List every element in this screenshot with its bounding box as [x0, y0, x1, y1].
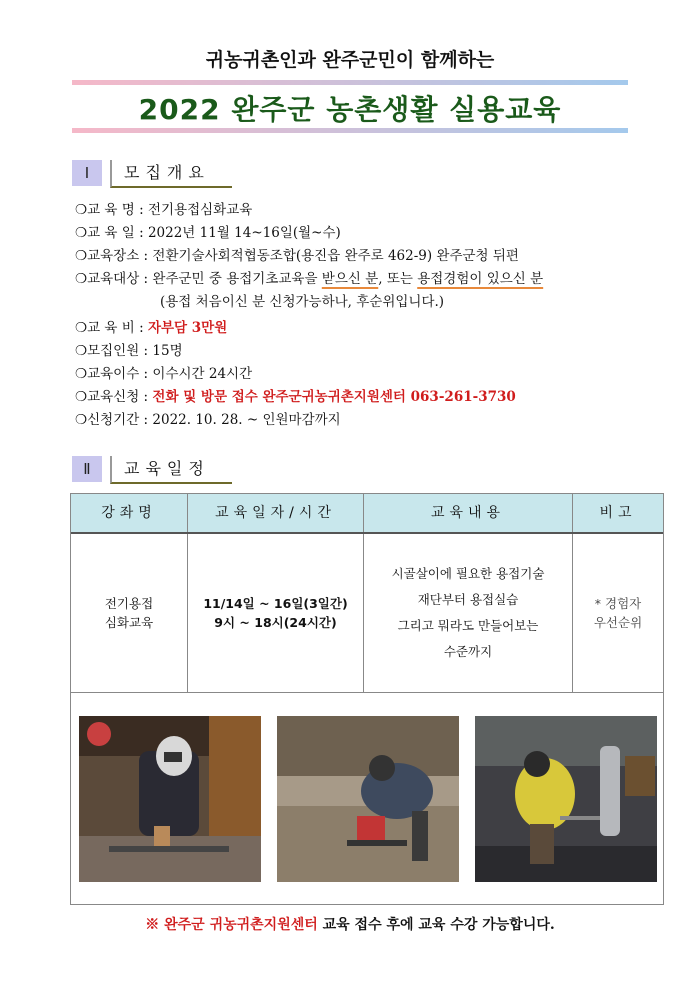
cell-course	[71, 534, 188, 692]
cell-line: 재단부터 용접실습	[417, 592, 519, 607]
info-course-date	[75, 223, 341, 243]
title-bar-top	[72, 80, 628, 85]
cell-line: 시골살이에 필요한 용접기술	[391, 566, 545, 581]
info-fee	[75, 318, 227, 338]
cell-note	[573, 534, 663, 692]
cell-line: 수준까지	[443, 644, 493, 659]
info-key: ❍교육신청 :	[75, 389, 153, 405]
welding-photo-2	[277, 716, 459, 882]
welding-photo-3	[475, 716, 657, 882]
header-note: 비고	[599, 505, 637, 521]
section2-number: Ⅱ	[72, 456, 102, 482]
footer-notice	[0, 914, 700, 934]
info-key: ❍교육장소 :	[75, 248, 153, 264]
info-value: 전화 및 방문 접수 완주군귀농귀촌지원센터 063-261-3730	[152, 389, 516, 405]
info-completion	[75, 364, 252, 384]
cell-line: 심화교육	[104, 615, 154, 630]
info-value: 전기용접심화교육	[147, 202, 253, 218]
cell-line: 11/14일 ~ 16일(3일간)	[203, 596, 348, 611]
page-subtitle: 귀농귀촌인과 완주군민이 함께하는	[205, 49, 495, 71]
info-key: ❍모집인원 :	[75, 343, 153, 359]
header-course: 강좌명	[71, 494, 188, 532]
info-target-note: (용접 처음이신 분 신청가능하나, 후순위입니다.)	[160, 294, 445, 310]
info-value-underlined: 용접경험이 있으신 분	[417, 271, 544, 287]
info-location	[75, 246, 519, 266]
info-key: ❍교 육 명 :	[75, 202, 148, 218]
info-key: ❍교육대상 :	[75, 271, 153, 287]
info-application	[75, 387, 516, 407]
cell-schedule	[188, 534, 364, 692]
info-value: 이수시간 24시간	[152, 366, 253, 382]
schedule-table	[70, 493, 664, 905]
info-capacity	[75, 341, 183, 361]
table-header-row	[71, 494, 663, 534]
welding-photo-1	[79, 716, 261, 882]
info-value: 완주군민 중 용접기초교육을	[152, 271, 322, 287]
info-key: ❍신청기간 :	[75, 412, 153, 428]
info-key: ❍교 육 비 :	[75, 320, 148, 336]
info-value: 자부담 3만원	[147, 320, 228, 336]
title-bar-bottom	[72, 128, 628, 133]
cell-line: * 경험자	[594, 596, 642, 611]
info-value-underlined: 받으신 분	[321, 271, 379, 287]
section1-number: Ⅰ	[72, 160, 102, 186]
info-period	[75, 410, 341, 430]
section2-title: 교육일정	[110, 456, 232, 484]
info-course-name	[75, 200, 252, 220]
info-key: ❍교 육 일 :	[75, 225, 148, 241]
cell-line: 9시 ~ 18시(24시간)	[214, 615, 337, 630]
footer-center-name: 완주군 귀농귀촌지원센터	[164, 917, 318, 933]
footer-mark: ※	[145, 917, 165, 933]
page-title: 2022 완주군 농촌생활 실용교육	[138, 93, 562, 126]
cell-line: 우선순위	[593, 615, 643, 630]
section1-title: 모집개요	[110, 160, 232, 188]
info-value: , 또는	[378, 271, 418, 287]
footer-text: 교육 접수 후에 교육 수강 가능합니다.	[317, 917, 555, 933]
info-value: 2022년 11월 14~16일(월~수)	[147, 225, 341, 241]
info-value: 15명	[152, 343, 183, 359]
cell-line: 전기용접	[104, 596, 154, 611]
row-divider	[71, 692, 663, 693]
info-target	[75, 269, 543, 289]
info-key: ❍교육이수 :	[75, 366, 153, 382]
header-schedule: 교육일자/시간	[188, 494, 364, 532]
info-value: 전환기술사회적협동조합(용진읍 완주로 462-9) 완주군청 뒤편	[152, 248, 519, 264]
header-content: 교육내용	[364, 494, 573, 532]
info-value: 2022. 10. 28. ~ 인원마감까지	[152, 412, 341, 428]
cell-content	[364, 534, 573, 692]
cell-line: 그리고 뭐라도 만들어보는	[397, 618, 539, 633]
